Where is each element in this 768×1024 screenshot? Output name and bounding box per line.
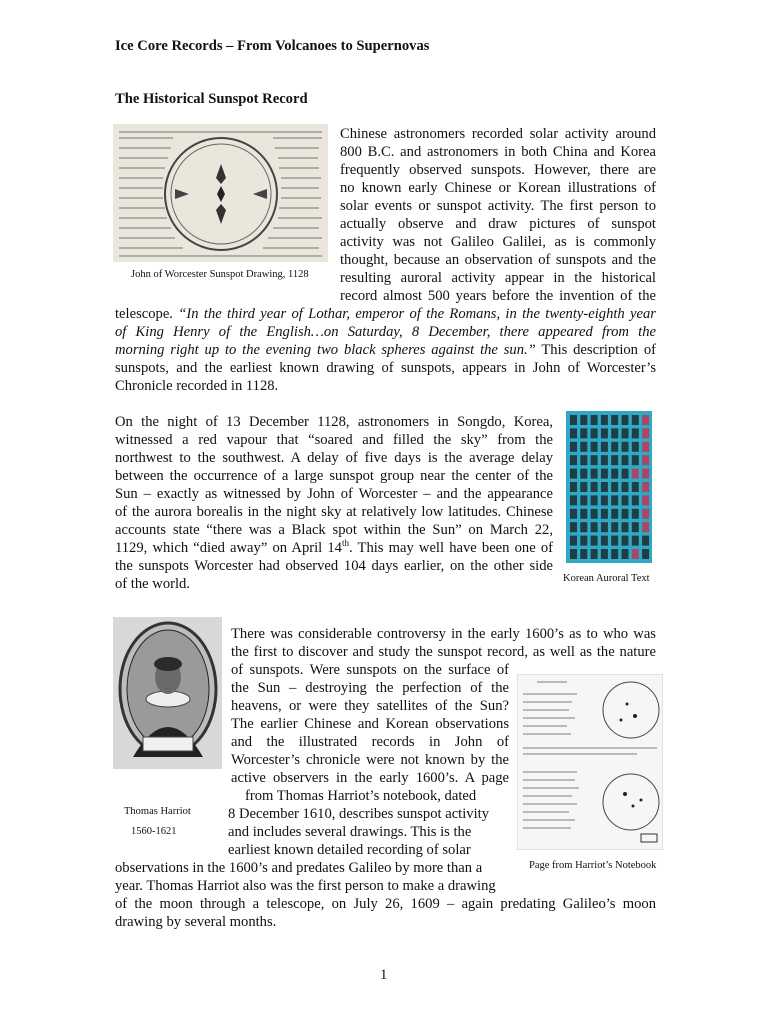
korean-glyph — [622, 428, 629, 438]
korean-glyph — [632, 522, 639, 532]
korean-glyph — [570, 509, 577, 519]
korean-glyph — [570, 442, 577, 452]
korean-glyph — [611, 469, 618, 479]
para1-line: thought, because an observation of sunspots and the — [340, 252, 656, 268]
para1-line: frequently observed sunspots. However, there are — [340, 162, 656, 178]
korean-glyph — [611, 522, 618, 532]
korean-glyph — [570, 455, 577, 465]
worcester-quote: of King Henry of the English…on Saturday, 8 December, there appeared from the — [115, 324, 656, 340]
korean-glyph — [611, 495, 618, 505]
korean-glyph — [570, 428, 577, 438]
korean-glyph — [580, 428, 587, 438]
korean-glyph — [591, 415, 598, 425]
para3-line: earliest known detailed recording of solar — [228, 842, 471, 858]
para1-line: sunspots, and the earliest known drawing of sunspots, appears in John of Worcester’s — [115, 360, 656, 376]
korean-auroral-text — [566, 411, 652, 563]
korean-glyph — [601, 415, 608, 425]
korean-glyph — [580, 442, 587, 452]
korean-glyph — [591, 522, 598, 532]
para3-line: active observers in the early 1600’s. A page — [231, 770, 509, 786]
korean-glyph — [642, 442, 649, 452]
notebook-caption: Page from Harriot’s Notebook — [529, 860, 657, 871]
korean-glyph — [601, 522, 608, 532]
para3-line: There was considerable controversy in the early 1600’s as to who was — [231, 626, 656, 642]
document-header: Ice Core Records – From Volcanoes to Supernovas — [115, 38, 430, 54]
korean-glyph — [642, 482, 649, 492]
korean-glyph — [580, 495, 587, 505]
para2-line: accounts state “there was a Black spot within the Sun” on March 22, — [115, 522, 553, 538]
korean-glyph — [632, 469, 639, 479]
para3-line: the first to discover and study the sunspot record, as well as the nature — [231, 644, 656, 660]
korean-glyph — [570, 536, 577, 546]
korean-glyph — [632, 415, 639, 425]
para3-line: observations in the 1600’s and predates Galileo by more than a — [115, 860, 483, 876]
korean-glyph — [632, 482, 639, 492]
page-number: 1 — [380, 967, 388, 983]
korean-glyph — [601, 428, 608, 438]
korean-glyph — [622, 482, 629, 492]
korean-glyph — [580, 509, 587, 519]
korean-glyph — [580, 455, 587, 465]
korean-glyph — [591, 549, 598, 559]
para3-line: and the illustrated records in John of — [231, 734, 509, 750]
worcester-caption: John of Worcester Sunspot Drawing, 1128 — [131, 269, 309, 280]
notebook-svg — [517, 674, 663, 850]
korean-glyph — [601, 482, 608, 492]
korean-glyph — [642, 536, 649, 546]
para1-line: solar events or sunspot activity. The first person to — [340, 198, 656, 214]
korean-glyph — [591, 509, 598, 519]
para1-line — [115, 341, 656, 359]
korean-glyph — [632, 549, 639, 559]
para2-line: between the occurrence of a large sunspot group near the center of the — [115, 468, 553, 484]
para1-line: no known early Chinese or Korean illustrations of — [340, 180, 656, 196]
para3-line: The earlier Chinese and Korean observations — [231, 716, 509, 732]
korean-glyph — [642, 495, 649, 505]
para3-line: Worcester’s chronicle were not known by the — [231, 752, 509, 768]
para1-line: activity was not Galileo Galilei, as is commonly — [340, 234, 656, 250]
korean-glyph — [601, 536, 608, 546]
para2-line — [115, 539, 553, 557]
para2-line: of the world. — [115, 576, 190, 592]
section-title: The Historical Sunspot Record — [115, 91, 308, 107]
worcester-quote: morning right up to the evening two black spheres against the sun.” — [115, 342, 536, 358]
harriot-portrait — [113, 617, 222, 769]
worcester-sunspot-drawing — [113, 124, 328, 262]
korean-glyph — [611, 536, 618, 546]
korean-glyph — [570, 522, 577, 532]
para1-line: Chronicle recorded in 1128. — [115, 378, 279, 394]
korean-glyph — [570, 495, 577, 505]
korean-glyph — [570, 482, 577, 492]
korean-glyph — [632, 495, 639, 505]
korean-glyph — [611, 482, 618, 492]
para2-line: witnessed a red vapour that “soared and filled the sky” from the — [115, 432, 553, 448]
korean-glyph — [570, 469, 577, 479]
korean-glyph — [591, 536, 598, 546]
korean-glyph — [580, 536, 587, 546]
worcester-quote: “In the third year of Lothar, emperor of the Romans, in the twenty-eighth year — [178, 306, 656, 322]
korean-glyph — [591, 469, 598, 479]
para1-line: Chinese astronomers recorded solar activity around — [340, 126, 656, 142]
korean-glyph — [622, 549, 629, 559]
korean-glyph — [632, 536, 639, 546]
para3-line: drawing by several months. — [115, 914, 277, 930]
korean-glyph — [642, 469, 649, 479]
korean-glyph — [601, 495, 608, 505]
para2-text: 1129, which “died away” on April 14 — [115, 540, 342, 556]
korean-glyph — [642, 415, 649, 425]
korean-glyph — [601, 509, 608, 519]
korean-glyph — [632, 455, 639, 465]
korean-glyph — [622, 536, 629, 546]
para3-line: of sunspots. Were sunspots on the surface of — [231, 662, 509, 678]
korean-glyph — [642, 428, 649, 438]
korean-glyph — [642, 549, 649, 559]
korean-glyph — [580, 469, 587, 479]
korean-glyph — [591, 455, 598, 465]
korean-glyph — [591, 442, 598, 452]
para2-line: Sun – exactly as witnessed by John of Worcester – and the appearance — [115, 486, 553, 502]
para1-text: telescope. — [115, 306, 179, 322]
superscript-th: th — [341, 538, 349, 549]
korean-glyph — [642, 455, 649, 465]
para3-line: 8 December 1610, describes sunspot activity — [228, 806, 489, 822]
korean-glyph — [601, 469, 608, 479]
korean-glyph — [591, 495, 598, 505]
worcester-drawing-svg — [113, 124, 328, 262]
korean-glyph — [622, 415, 629, 425]
para1-line: 800 B.C. and astronomers in both China and Korea — [340, 144, 656, 160]
korean-glyph — [580, 482, 587, 492]
korean-glyph — [622, 495, 629, 505]
para1-line: record almost 500 years before the invention of the — [340, 288, 656, 304]
korean-glyph — [611, 509, 618, 519]
korean-glyph — [611, 549, 618, 559]
harriot-caption-years: 1560-1621 — [131, 826, 177, 837]
para2-line: of the aurora borealis in the night sky at relatively low latitudes. Chinese — [115, 504, 553, 520]
para2-line: northwest to the southwest. A delay of five days is the average delay — [115, 450, 553, 466]
para1-line — [115, 305, 656, 323]
korean-glyph — [611, 415, 618, 425]
harriot-portrait-svg — [113, 617, 222, 769]
korean-glyph — [601, 549, 608, 559]
korean-glyph — [570, 415, 577, 425]
para1-line: actually observe and draw pictures of sunspot — [340, 216, 656, 232]
korean-glyph — [591, 482, 598, 492]
korean-glyph — [601, 455, 608, 465]
korean-glyph — [580, 415, 587, 425]
korean-glyph — [622, 442, 629, 452]
korean-glyph — [632, 428, 639, 438]
korean-glyph — [570, 549, 577, 559]
korean-glyph — [642, 509, 649, 519]
para3-line: from Thomas Harriot’s notebook, dated — [245, 788, 477, 804]
korean-glyph — [601, 442, 608, 452]
korean-glyph — [632, 509, 639, 519]
korean-glyph — [611, 428, 618, 438]
korean-glyph — [580, 522, 587, 532]
korean-glyph — [622, 455, 629, 465]
korean-glyph — [580, 549, 587, 559]
korean-glyph — [632, 442, 639, 452]
para1-line: resulting auroral activity appear in the historical — [340, 270, 656, 286]
korean-glyph — [622, 469, 629, 479]
korean-glyph — [642, 522, 649, 532]
korean-glyph — [591, 428, 598, 438]
para3-line: the Sun – destroying the perfection of the — [231, 680, 509, 696]
korean-caption: Korean Auroral Text — [563, 573, 650, 584]
harriot-caption-name: Thomas Harriot — [124, 806, 191, 817]
para3-line: of the moon through a telescope, on July 26, 1609 – again predating Galileo’s moon — [115, 896, 656, 912]
korean-glyph — [622, 522, 629, 532]
korean-glyph — [611, 442, 618, 452]
para3-line: and includes several drawings. This is the — [228, 824, 472, 840]
para2-text: . This may well have been one of — [348, 540, 553, 556]
para1-text: This description of — [535, 342, 656, 358]
para3-line: heavens, or were they satellites of the Sun? — [231, 698, 509, 714]
para2-line: the sunspots Worcester had observed 104 days earlier, on the other side — [115, 558, 553, 574]
korean-text-svg — [566, 411, 652, 563]
korean-glyph — [622, 509, 629, 519]
harriot-notebook-page — [517, 674, 663, 850]
para2-line: On the night of 13 December 1128, astronomers in Songdo, Korea, — [115, 414, 553, 430]
korean-glyph — [611, 455, 618, 465]
para3-line: year. Thomas Harriot also was the first person to make a drawing — [115, 878, 496, 894]
